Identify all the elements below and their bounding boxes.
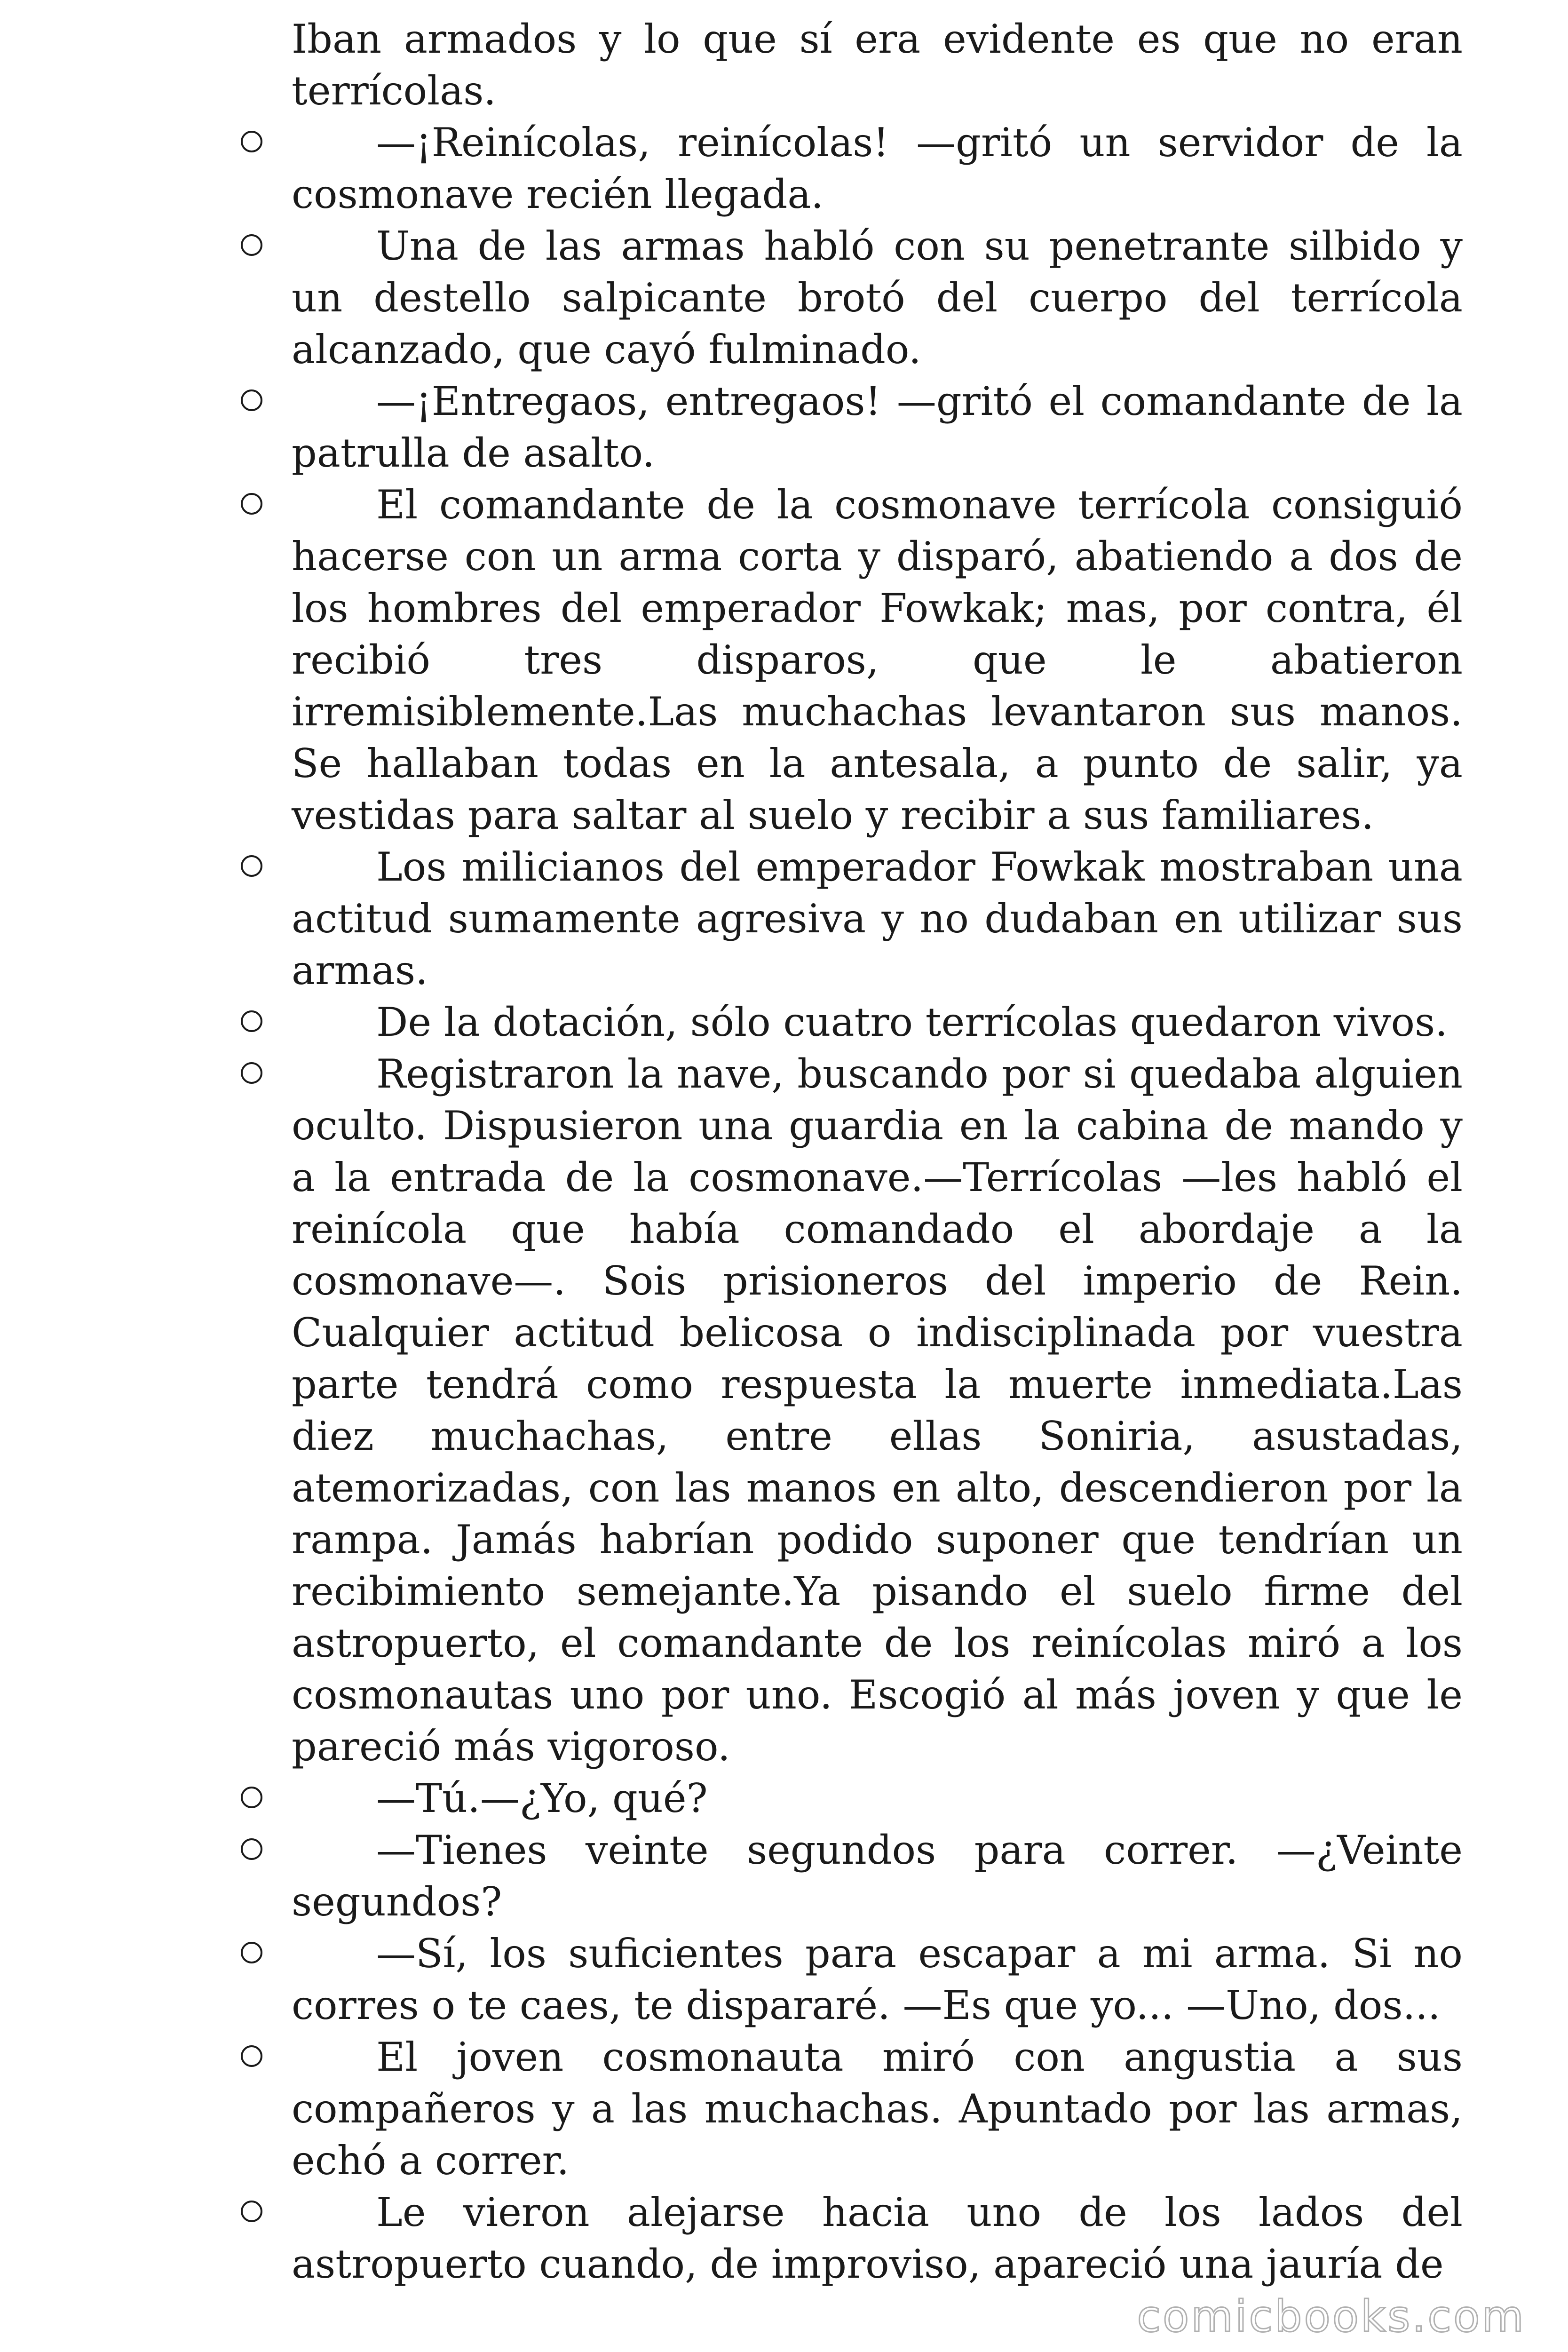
paragraph-text: Los milicianos del emperador Fowkak mostraban una actitud sumamente agresiva y no dudaban en utilizar sus armas. <box>292 844 1463 993</box>
document-page <box>292 13 1463 2290</box>
paragraph-text: El comandante de la cosmonave terrícola consiguió hacerse con un arma corta y disparó, abatiendo a dos de los hombres del emperador Fowkak; mas, por contra, él recibió tres disparos, que le abatieron irremisiblemente.Las muchachas levantaron sus manos. Se hallaban todas en la antesala, a punto de salir, ya vestidas para saltar al suelo y recibir a sus familiares. <box>292 482 1463 838</box>
paragraph-text: —¡Reinícolas, reinícolas! —gritó un servidor de la cosmonave recién llegada. <box>292 119 1463 217</box>
paragraph <box>292 220 1463 375</box>
paragraph: Iban armados y lo que sí era evidente es que no eran terrícolas. <box>292 16 1463 114</box>
paragraph-text: De la dotación, sólo cuatro terrícolas quedaron vivos. <box>376 999 1448 1045</box>
paragraph <box>292 1824 1463 1928</box>
paragraph <box>292 1928 1463 2031</box>
circle-bullet-icon <box>241 1838 262 1860</box>
circle-bullet-icon <box>241 493 262 515</box>
circle-bullet-icon <box>241 2045 262 2067</box>
paragraph <box>292 1048 1463 1772</box>
circle-bullet-icon <box>241 2201 262 2222</box>
circle-bullet-icon <box>241 234 262 256</box>
paragraph-text: —¡Entregaos, entregaos! —gritó el comandante de la patrulla de asalto. <box>292 378 1463 476</box>
paragraph <box>292 375 1463 479</box>
paragraph <box>292 2186 1463 2290</box>
circle-bullet-icon <box>241 1010 262 1032</box>
paragraph-text: Registraron la nave, buscando por si quedaba alguien oculto. Dispusieron una guardia en la cabina de mando y a la entrada de la cosmonave.—Terrícolas —les habló el reinícola que había comandado el abordaje a la cosmonave—. Sois prisioneros del imperio de Rein. Cualquier actitud belicosa o indisciplinada por vuestra parte tendrá como respuesta la muerte inmediata.Las diez muchachas, entre ellas Soniria, asustadas, atemorizadas, con las manos en alto, descendieron por la rampa. Jamás habrían podido suponer que tendrían un recibimiento semejante.Ya pisando el suelo firme del astropuerto, el comandante de los reinícolas miró a los cosmonautas uno por uno. Escogió al más joven y que le pareció más vigoroso. <box>292 1051 1463 1770</box>
circle-bullet-icon <box>241 1942 262 1963</box>
paragraph-text: El joven cosmonauta miró con angustia a sus compañeros y a las muchachas. Apuntado por las armas, echó a correr. <box>292 2034 1463 2184</box>
paragraph-text: —Sí, los suficientes para escapar a mi arma. Si no corres o te caes, te dispararé. —Es que yo... —Uno, dos... <box>292 1931 1463 2028</box>
paragraph <box>292 1772 1463 1824</box>
paragraph <box>292 996 1463 1048</box>
paragraph <box>292 479 1463 841</box>
paragraph-text: —Tienes veinte segundos para correr. —¿Veinte segundos? <box>292 1827 1463 1925</box>
circle-bullet-icon <box>241 131 262 152</box>
circle-bullet-icon <box>241 389 262 411</box>
circle-bullet-icon <box>241 855 262 877</box>
circle-bullet-icon <box>241 1787 262 1808</box>
paragraph-text: Una de las armas habló con su penetrante silbido y un destello salpicante brotó del cuerpo del terrícola alcanzado, que cayó fulminado. <box>292 223 1463 373</box>
paragraph <box>292 117 1463 220</box>
paragraph <box>292 841 1463 996</box>
paragraph-text: Le vieron alejarse hacia uno de los lados del astropuerto cuando, de improviso, apareció una jauría de <box>292 2189 1463 2287</box>
paragraph <box>292 2031 1463 2186</box>
watermark: comicbooks.com <box>1137 2291 1526 2342</box>
circle-bullet-icon <box>241 1062 262 1084</box>
paragraph-text: —Tú.—¿Yo, qué? <box>376 1775 708 1821</box>
